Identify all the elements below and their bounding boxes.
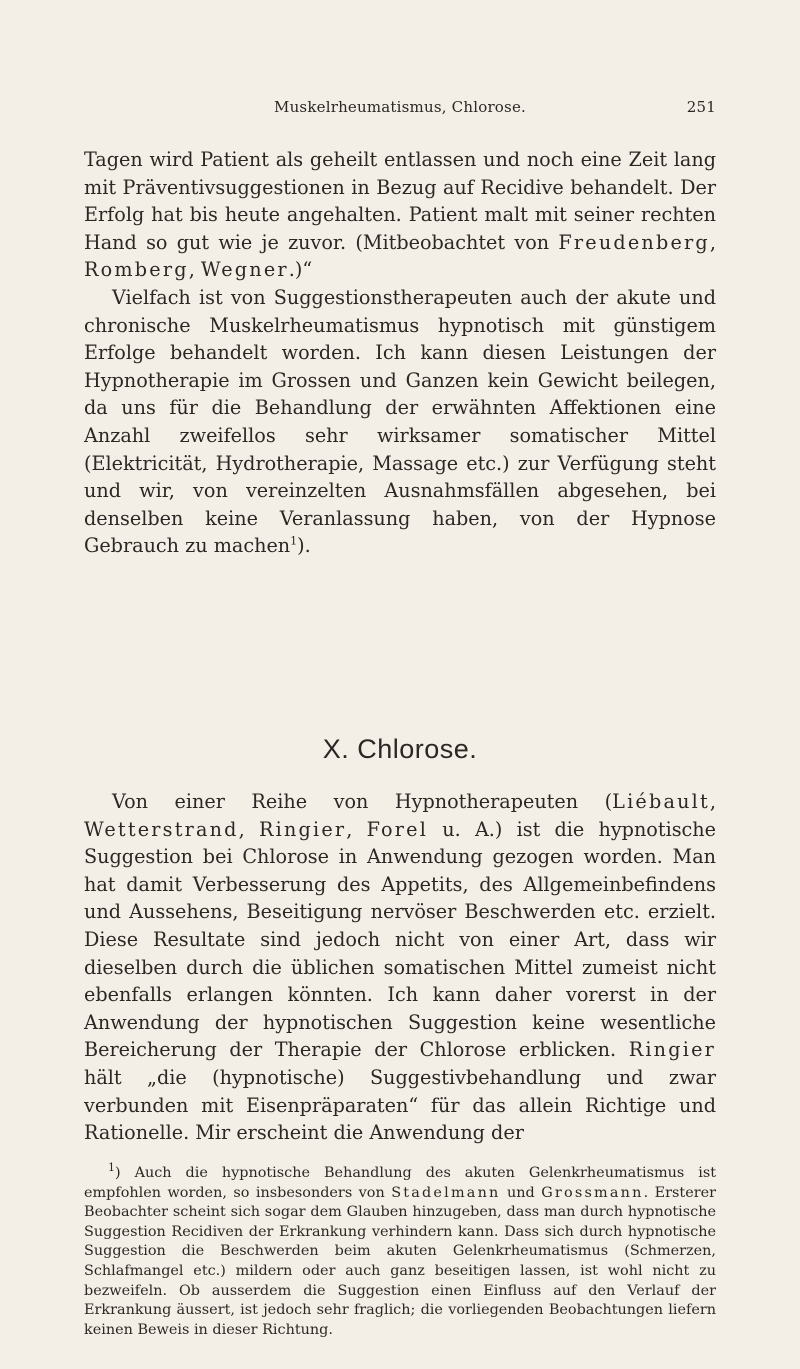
section-body	[84, 788, 716, 1147]
separator: ,	[709, 230, 716, 254]
paragraph-text: hält „die (hypnotische) Suggestivbehandlung und zwar verbunden mit Eisenpräparaten“ für das allein Richtige und Rationelle. Mir erscheint die Anwendung der	[84, 1065, 716, 1145]
person-name: Liébault	[612, 790, 710, 813]
person-name: Romberg	[84, 258, 189, 282]
person-name: Stadelmann	[391, 1184, 501, 1201]
paragraph	[84, 788, 716, 1147]
paragraph-text: .)“	[288, 258, 313, 282]
paragraph-text: Vielfach ist von Suggestionstherapeuten auch der akute und chronische Muskelrheumatismus hypnotisch mit günstigem Erfolge behandelt worden. Ich kann diesen Leistungen der Hypnotherapie im Grossen und Ganzen kein Gewicht beilegen, da uns für die Behandlung der erwähnten Affektionen eine Anzahl zweifellos sehr wirksamer somatischer Mittel (Elektricität, Hydrotherapie, Massage etc.) zur Verfügung steht und wir, von vereinzelten Ausnahmsfällen abgesehen, bei denselben keine Veranlassung haben, von der Hypnose Gebrauch zu machen	[84, 285, 716, 558]
running-head	[84, 98, 716, 122]
paragraph-text: Tagen wird Patient als geheilt entlassen und noch eine Zeit lang mit Präventivsuggestionen in Bezug auf Recidive behandelt. Der Erfolg hat bis heute angehalten. Patient malt mit seiner rechten Hand so gut wie je zuvor. (Mitbeobachtet von	[84, 148, 716, 254]
separator: ,	[188, 258, 201, 282]
person-name: Wegner	[200, 258, 289, 282]
book-page	[84, 0, 716, 1369]
person-name: Ringier	[628, 1038, 716, 1062]
footnote-body: . Ersterer Beobachter scheint sich sogar dem Glauben hinzugeben, dass man durch hypnotische Suggestion Recidiven der Erkrankung verhindern kann. Dass sich durch hypnotische Suggestion die Beschwerden beim akuten Gelenkrheumatismus (Schmerzen, Schlafmangel etc.) mildern oder auch ganz beseitigen lassen, ist wohl nicht zu bezweifeln. Ob ausserdem die Suggestion einen Einfluss auf den Verlauf der Erkrankung äussert, ist jedoch sehr fraglich; die vorliegenden Beobachtungen liefern keinen Beweis in dieser Richtung.	[84, 1184, 716, 1338]
footnote-text	[84, 1161, 716, 1340]
section-heading: X. Chlorose.	[322, 734, 478, 764]
person-name: Freudenberg	[558, 230, 710, 254]
paragraph-text: .	[304, 534, 311, 558]
paragraph-text: Von einer Reihe von Hypnotherapeuten (	[112, 790, 613, 813]
footnote-reference: 1	[290, 534, 298, 548]
person-name: Forel	[366, 817, 429, 841]
body-text	[84, 146, 716, 560]
paragraph	[84, 284, 716, 560]
running-title: Muskelrheumatismus, Chlorose.	[274, 98, 526, 116]
footnote	[84, 1161, 716, 1340]
page-number: 251	[686, 98, 716, 116]
separator: ,	[238, 817, 259, 841]
paragraph-text: u. A.) ist die hypnotische Suggestion bei Chlorose in Anwendung gezogen worden. Man hat damit Verbesserung des Appetits, des Allgemeinbefindens und Aussehens, Beseitigung nervöser Beschwerden etc. erzielt. Diese Resultate sind jedoch nicht von einer Art, dass wir dieselben durch die üblichen somatischen Mittel zumeist nicht ebenfalls erlangen könnten. Ich kann daher vorerst in der Anwendung der hypnotischen Suggestion keine wesentliche Bereicherung der Therapie der Chlorose erblicken.	[84, 817, 717, 1062]
footnote-body: ) Auch die hypnotische Behandlung des akuten Gelenkrheumatismus ist empfohlen worden, so insbesonders von	[84, 1165, 716, 1201]
separator: ,	[709, 790, 716, 813]
separator: und	[500, 1184, 542, 1201]
person-name: Ringier	[258, 817, 347, 841]
separator: ,	[346, 817, 367, 841]
person-name: Wetterstrand	[84, 817, 239, 841]
paragraph-continuation	[84, 146, 716, 284]
footnote-marker: 1	[108, 1161, 115, 1175]
footnote-reference-paren: )	[297, 534, 305, 558]
person-name: Grossmann	[541, 1184, 644, 1201]
